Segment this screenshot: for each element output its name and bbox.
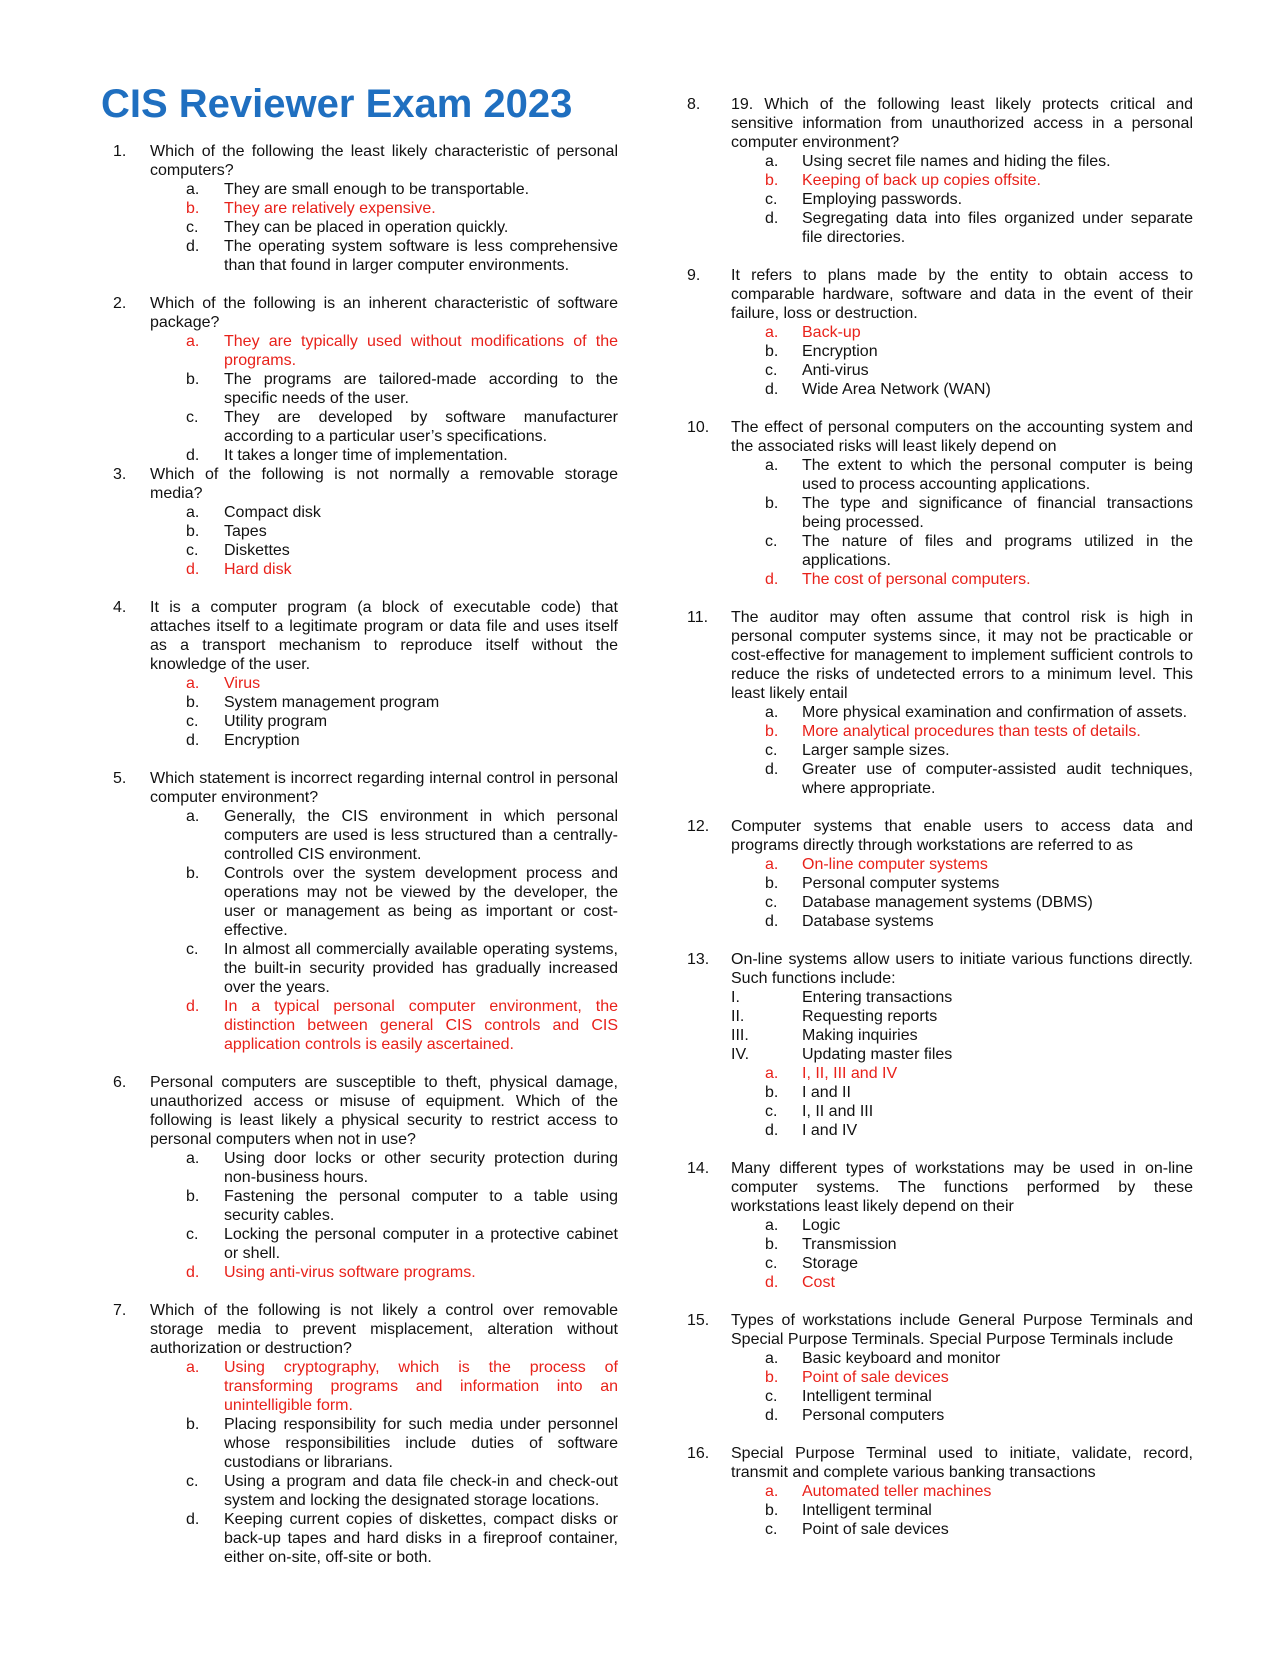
option-label: c. [765, 533, 778, 550]
question-number: 15. [687, 1312, 710, 1329]
option-text: The programs are tailored-made according to the specific needs of the user. [224, 371, 618, 407]
option-label: c. [186, 1473, 199, 1490]
option-text: More physical examination and confirmation of assets. [802, 704, 1188, 721]
question-number: 2. [113, 295, 127, 312]
question-text: Which of the following the least likely characteristic of personal computers? [150, 143, 618, 179]
option [688, 494, 1193, 532]
option-label: c. [186, 542, 199, 559]
option [113, 218, 618, 237]
option-text: Segregating data into files organized under separate file directories. [802, 210, 1193, 246]
option-label: a. [186, 808, 200, 825]
question-text: Which statement is incorrect regarding internal control in personal computer environment? [150, 770, 618, 806]
option [113, 1225, 618, 1263]
option-list [113, 674, 618, 750]
option-label: d. [186, 1264, 200, 1281]
option-list [688, 152, 1193, 247]
answer-option [688, 1482, 1193, 1501]
option-label: a. [765, 324, 779, 341]
option-label: c. [186, 219, 199, 236]
option-text: They are typically used without modifications of the programs. [224, 333, 618, 369]
option-label: c. [186, 409, 199, 426]
question-9 [688, 266, 1193, 399]
option-text: On-line computer systems [802, 856, 988, 873]
question-7 [113, 1301, 618, 1567]
question-text: The auditor may often assume that control risk is high in personal computer systems since, it may not be practicable or cost-effective for management to implement sufficient controls to reduce the risks of undetected errors to a minimum level. This least likely entail [731, 609, 1193, 702]
question-15 [688, 1311, 1193, 1425]
option-label: d. [765, 1122, 779, 1139]
option [688, 1216, 1193, 1235]
roman-text: Making inquiries [802, 1027, 918, 1044]
question-1 [113, 142, 618, 275]
option-list [113, 1358, 618, 1567]
option-label: b. [765, 723, 779, 740]
option-text: The operating system software is less comprehensive than that found in larger computer environments. [224, 238, 618, 274]
option-list [113, 503, 618, 579]
option [688, 760, 1193, 798]
option-text: Placing responsibility for such media under personnel whose responsibilities include duties of software custodians or librarians. [224, 1416, 618, 1471]
option-text: I, II, III and IV [802, 1065, 898, 1082]
option-label: b. [186, 1188, 200, 1205]
roman-label: II. [731, 1008, 745, 1025]
answer-option [688, 323, 1193, 342]
option [688, 532, 1193, 570]
option-label: b. [765, 875, 779, 892]
option-text: Fastening the personal computer to a table using security cables. [224, 1188, 618, 1224]
option [688, 342, 1193, 361]
option-label: b. [186, 200, 200, 217]
question-number: 1. [113, 143, 127, 160]
option-text: Employing passwords. [802, 191, 963, 208]
right-column [688, 95, 1193, 1558]
option [688, 893, 1193, 912]
option-text: Point of sale devices [802, 1369, 949, 1386]
option-text: Tapes [224, 523, 267, 540]
option [688, 912, 1193, 931]
option-list [688, 456, 1193, 589]
option-label: c. [765, 1255, 778, 1272]
option-label: b. [765, 1369, 779, 1386]
option-label: b. [186, 371, 200, 388]
option-text: Personal computer systems [802, 875, 1000, 892]
option-label: a. [765, 457, 779, 474]
option-text: In almost all commercially available operating systems, the built-in security provided has gradually increased over the years. [224, 941, 618, 996]
question-4 [113, 598, 618, 750]
option-text: They can be placed in operation quickly. [224, 219, 509, 236]
answer-option [113, 1263, 618, 1282]
option-list [688, 1064, 1193, 1140]
question-number: 12. [687, 818, 710, 835]
option-label: b. [186, 523, 200, 540]
option-text: Using secret file names and hiding the files. [802, 153, 1111, 170]
answer-option [113, 199, 618, 218]
option-label: b. [765, 495, 779, 512]
roman-item [688, 1026, 1193, 1045]
option [113, 864, 618, 940]
question-number: 8. [687, 96, 701, 113]
option-label: b. [186, 694, 200, 711]
option-text: Automated teller machines [802, 1483, 992, 1500]
option [688, 1520, 1193, 1539]
option-list [113, 807, 618, 1054]
option-list [688, 323, 1193, 399]
option-text: Locking the personal computer in a protective cabinet or shell. [224, 1226, 618, 1262]
option-label: b. [186, 865, 200, 882]
option-text: Controls over the system development process and operations may not be viewed by the developer, the user or management as being as important or cost-effective. [224, 865, 618, 939]
question-3 [113, 465, 618, 579]
option [113, 693, 618, 712]
option-text: Transmission [802, 1236, 897, 1253]
option-label: d. [186, 561, 200, 578]
option [113, 522, 618, 541]
option-text: It takes a longer time of implementation. [224, 447, 508, 464]
option [688, 1102, 1193, 1121]
option-label: c. [765, 1388, 778, 1405]
option-list [688, 1216, 1193, 1292]
option-list [113, 1149, 618, 1282]
option-list [113, 332, 618, 465]
option-label: d. [186, 998, 200, 1015]
option-text: Database management systems (DBMS) [802, 894, 1093, 911]
option [688, 874, 1193, 893]
question-number: 11. [687, 609, 709, 626]
option-text: Keeping of back up copies offsite. [802, 172, 1041, 189]
option-label: d. [186, 1511, 200, 1528]
option [688, 361, 1193, 380]
option-label: a. [765, 1217, 779, 1234]
option-text: The cost of personal computers. [802, 571, 1031, 588]
question-text: Which of the following is an inherent characteristic of software package? [150, 295, 618, 331]
question-text: The effect of personal computers on the accounting system and the associated risks will least likely depend on [731, 419, 1193, 455]
option [113, 237, 618, 275]
option [688, 209, 1193, 247]
option-text: Cost [802, 1274, 835, 1291]
question-10 [688, 418, 1193, 589]
option [113, 503, 618, 522]
option-text: Storage [802, 1255, 859, 1272]
option-list [688, 855, 1193, 931]
question-text: On-line systems allow users to initiate various functions directly. Such functions include: [731, 951, 1193, 987]
option [113, 940, 618, 997]
option-text: Intelligent terminal [802, 1502, 932, 1519]
question-text: Personal computers are susceptible to theft, physical damage, unauthorized access or misuse of equipment. Which of the following is least likely a physical security to restrict access to personal computers when not in use? [150, 1074, 618, 1148]
option-label: c. [765, 191, 778, 208]
question-text: Special Purpose Terminal used to initiate, validate, record, transmit and complete various banking transactions [731, 1445, 1193, 1481]
option-text: More analytical procedures than tests of details. [802, 723, 1141, 740]
answer-option [688, 1368, 1193, 1387]
option [113, 1415, 618, 1472]
option-label: d. [765, 571, 779, 588]
option-label: d. [186, 732, 200, 749]
option [113, 1149, 618, 1187]
question-number: 7. [113, 1302, 127, 1319]
option-text: I and II [802, 1084, 851, 1101]
question-2 [113, 294, 618, 465]
option-label: c. [765, 1103, 778, 1120]
question-text: Types of workstations include General Purpose Terminals and Special Purpose Terminals. Special Purpose Terminals include [731, 1312, 1193, 1348]
option-text: Utility program [224, 713, 328, 730]
question-8 [688, 95, 1193, 247]
option-label: c. [186, 941, 199, 958]
option [113, 712, 618, 731]
question-number: 4. [113, 599, 127, 616]
option [688, 1387, 1193, 1406]
option-text: Database systems [802, 913, 934, 930]
question-text: It refers to plans made by the entity to obtain access to comparable hardware, software and data in the event of their failure, loss or destruction. [731, 267, 1193, 322]
question-number: 14. [687, 1160, 710, 1177]
option [688, 1254, 1193, 1273]
option-label: a. [765, 856, 779, 873]
option-text: Larger sample sizes. [802, 742, 950, 759]
option-label: b. [765, 1084, 779, 1101]
option-list [113, 180, 618, 275]
option-list [688, 1482, 1193, 1539]
option [688, 1501, 1193, 1520]
question-14 [688, 1159, 1193, 1292]
option-label: a. [765, 1350, 779, 1367]
option [113, 370, 618, 408]
question-11 [688, 608, 1193, 798]
option-label: c. [186, 1226, 199, 1243]
option-text: They are small enough to be transportable. [224, 181, 530, 198]
option-text: The nature of files and programs utilized in the applications. [802, 533, 1193, 569]
option [113, 541, 618, 560]
left-column [113, 142, 618, 1586]
option-label: d. [765, 210, 779, 227]
option [113, 408, 618, 446]
option [688, 1349, 1193, 1368]
option [688, 152, 1193, 171]
question-6 [113, 1073, 618, 1282]
option-text: They are developed by software manufacturer according to a particular user’s specifications. [224, 409, 618, 445]
option-label: a. [186, 504, 200, 521]
question-number: 5. [113, 770, 127, 787]
answer-option [113, 1358, 618, 1415]
option-label: d. [186, 238, 200, 255]
option [688, 1121, 1193, 1140]
option-label: c. [765, 894, 778, 911]
option-label: d. [186, 447, 200, 464]
question-text: Many different types of workstations may be used in on-line computer systems. The functions performed by these workstations least likely depend on their [731, 1160, 1193, 1215]
option [688, 1406, 1193, 1425]
option-text: Encryption [224, 732, 300, 749]
option-label: d. [765, 1274, 779, 1291]
option-text: Basic keyboard and monitor [802, 1350, 1001, 1367]
option-text: The type and significance of financial transactions being processed. [802, 495, 1193, 531]
option-label: d. [765, 1407, 779, 1424]
question-number: 6. [113, 1074, 127, 1091]
option-label: b. [765, 1236, 779, 1253]
roman-item [688, 988, 1193, 1007]
roman-item [688, 1007, 1193, 1026]
option-text: Hard disk [224, 561, 292, 578]
question-5 [113, 769, 618, 1054]
option [688, 1083, 1193, 1102]
option-label: d. [765, 761, 779, 778]
option-text: Compact disk [224, 504, 321, 521]
option-text: System management program [224, 694, 440, 711]
option-text: Using a program and data file check-in and check-out system and locking the designated storage locations. [224, 1473, 618, 1509]
question-text: It is a computer program (a block of executable code) that attaches itself to a legitimate program or data file and uses itself as a transport mechanism to reproduce itself without the knowledge of the user. [150, 599, 618, 673]
option-label: a. [186, 1150, 200, 1167]
option-text: Wide Area Network (WAN) [802, 381, 991, 398]
option-list [688, 1349, 1193, 1425]
option-label: c. [765, 742, 778, 759]
roman-label: III. [731, 1027, 749, 1044]
option [113, 1472, 618, 1510]
roman-item [688, 1045, 1193, 1064]
option-label: d. [765, 381, 779, 398]
option-label: a. [186, 181, 200, 198]
question-number: 10. [687, 419, 710, 436]
option-label: a. [186, 1359, 200, 1376]
option [688, 741, 1193, 760]
question-12 [688, 817, 1193, 931]
roman-label: I. [731, 989, 740, 1006]
option [113, 1187, 618, 1225]
answer-option [688, 722, 1193, 741]
answer-option [688, 570, 1193, 589]
option-label: b. [186, 1416, 200, 1433]
option-label: d. [765, 913, 779, 930]
option [113, 807, 618, 864]
roman-text: Requesting reports [802, 1008, 938, 1025]
option-text: They are relatively expensive. [224, 200, 436, 217]
question-13 [688, 950, 1193, 1140]
answer-option [113, 332, 618, 370]
option-label: c. [186, 713, 199, 730]
roman-list [688, 988, 1193, 1064]
option-text: Encryption [802, 343, 878, 360]
page-title: CIS Reviewer Exam 2023 [101, 82, 573, 126]
answer-option [113, 674, 618, 693]
option-list [688, 703, 1193, 798]
option-label: c. [765, 362, 778, 379]
answer-option [688, 1064, 1193, 1083]
question-number: 3. [113, 466, 127, 483]
answer-option [688, 171, 1193, 190]
option-text: Virus [224, 675, 261, 692]
option-text: Point of sale devices [802, 1521, 949, 1538]
option-label: a. [765, 153, 779, 170]
answer-option [688, 855, 1193, 874]
option-label: a. [765, 1065, 779, 1082]
question-text: 19. Which of the following least likely protects critical and sensitive information from unauthorized access in a personal computer environment? [731, 96, 1193, 151]
option-text: Greater use of computer-assisted audit techniques, where appropriate. [802, 761, 1193, 797]
option-label: a. [765, 704, 779, 721]
roman-label: IV. [731, 1046, 750, 1063]
question-text: Computer systems that enable users to access data and programs directly through workstations are referred to as [731, 818, 1193, 854]
option-label: b. [765, 343, 779, 360]
question-number: 16. [687, 1445, 710, 1462]
question-text: Which of the following is not normally a removable storage media? [150, 466, 618, 502]
option-text: Using cryptography, which is the process of transforming programs and information into an unintelligible form. [224, 1359, 618, 1414]
option-text: In a typical personal computer environment, the distinction between general CIS controls and CIS application controls is easily ascertained. [224, 998, 618, 1053]
option-text: Logic [802, 1217, 841, 1234]
option-label: a. [186, 675, 200, 692]
option [688, 190, 1193, 209]
option-text: I and IV [802, 1122, 858, 1139]
question-number: 13. [687, 951, 710, 968]
option [688, 456, 1193, 494]
option-text: Personal computers [802, 1407, 945, 1424]
option-text: I, II and III [802, 1103, 874, 1120]
option-label: a. [186, 333, 200, 350]
answer-option [113, 560, 618, 579]
answer-option [688, 1273, 1193, 1292]
option-label: b. [765, 172, 779, 189]
option-text: Using anti-virus software programs. [224, 1264, 476, 1281]
option-label: c. [765, 1521, 778, 1538]
question-16 [688, 1444, 1193, 1539]
option-text: Back-up [802, 324, 861, 341]
option [688, 380, 1193, 399]
option-text: Generally, the CIS environment in which personal computers are used is less structured than a centrally-controlled CIS environment. [224, 808, 618, 863]
question-text: Which of the following is not likely a control over removable storage media to prevent misplacement, alteration without authorization or destruction? [150, 1302, 618, 1357]
answer-option [113, 997, 618, 1054]
option-text: Diskettes [224, 542, 290, 559]
option-label: b. [765, 1502, 779, 1519]
option [113, 446, 618, 465]
option [113, 180, 618, 199]
option [688, 703, 1193, 722]
roman-text: Entering transactions [802, 989, 953, 1006]
option-text: Intelligent terminal [802, 1388, 932, 1405]
option [113, 1510, 618, 1567]
option-label: a. [765, 1483, 779, 1500]
option-text: Keeping current copies of diskettes, compact disks or back-up tapes and hard disks in a fireproof container, either on-site, off-site or both. [224, 1511, 618, 1566]
option [113, 731, 618, 750]
option-text: Using door locks or other security protection during non-business hours. [224, 1150, 618, 1186]
option-text: The extent to which the personal computer is being used to process accounting applications. [802, 457, 1193, 493]
option-text: Anti-virus [802, 362, 869, 379]
question-number: 9. [687, 267, 701, 284]
roman-text: Updating master files [802, 1046, 953, 1063]
option [688, 1235, 1193, 1254]
